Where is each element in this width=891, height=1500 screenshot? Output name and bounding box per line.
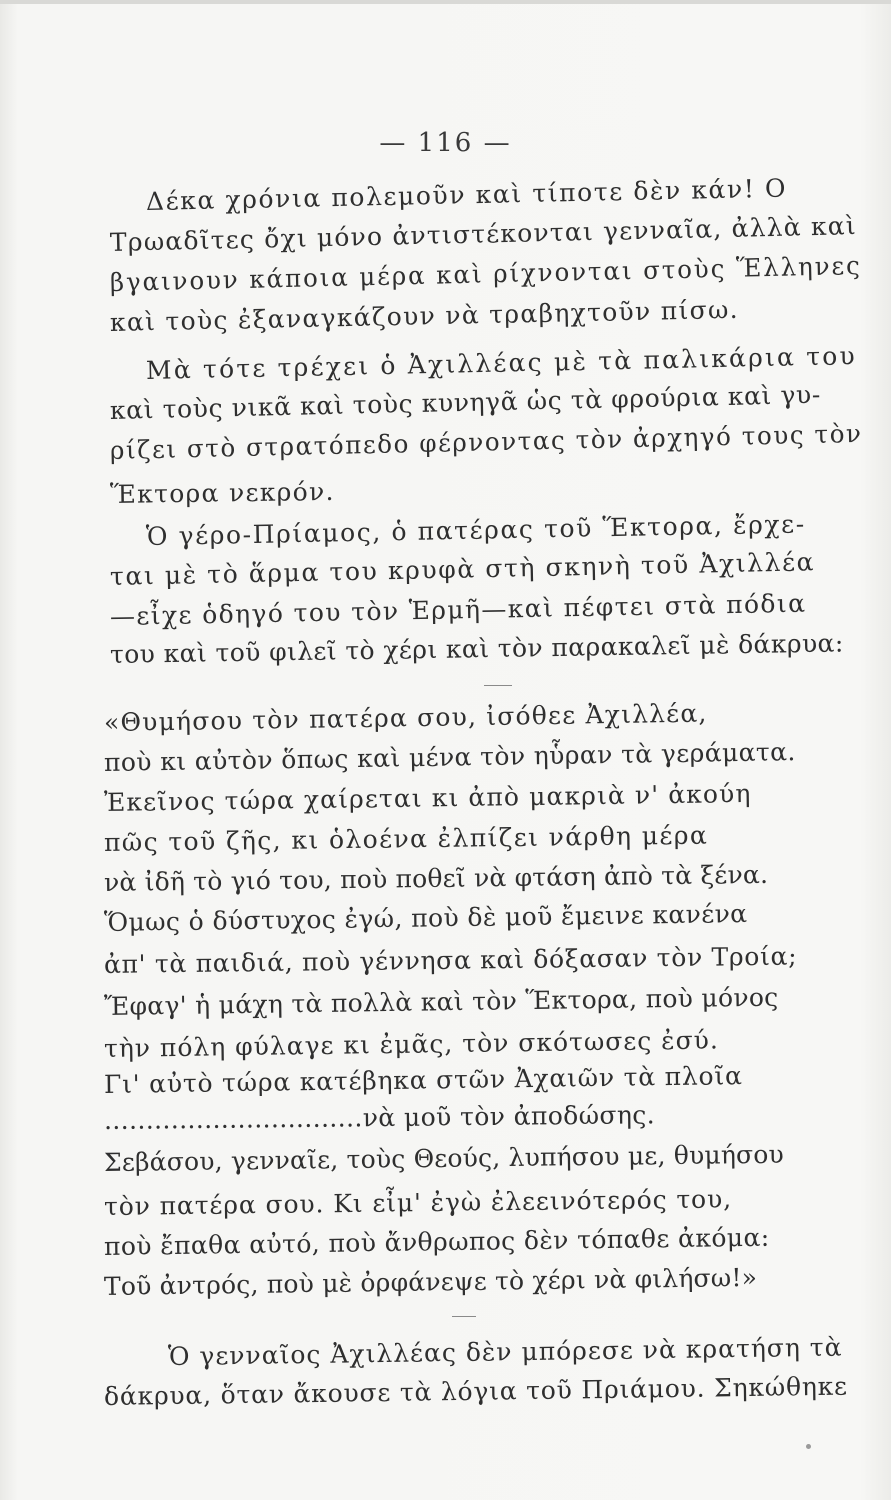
verse-line: «Θυμήσου τὸν πατέρα σου, ἰσόθεε Ἀχιλλέα, bbox=[103, 698, 708, 737]
text-line: Μὰ τότε τρέχει ὁ Ἀχιλλέας μὲ τὰ παλικάρια του bbox=[145, 341, 858, 385]
verse-line: ἀπ' τὰ παιδιά, ποὺ γέννησα καὶ δόξασαν τὸν Τροία; bbox=[103, 941, 798, 979]
text-line: του καὶ τοῦ φιλεῖ τὸ χέρι καὶ τὸν παρακαλεῖ μὲ δάκρυα: bbox=[109, 628, 844, 669]
verse-line: νὰ ἰδῆ τὸ γιό του, ποὺ ποθεῖ νὰ φτάση ἀπὸ τὰ ξένα. bbox=[103, 859, 769, 897]
verse-line: Γι' αὐτὸ τώρα κατέβηκα στῶν Ἀχαιῶν τὰ πλοῖα bbox=[103, 1061, 743, 1099]
text-line: —εἶχε ὁδηγό του τὸν Ἑρμῆ—καὶ πέφτει στὰ πόδια bbox=[109, 588, 807, 631]
text-line: Ἕκτορα νεκρόν. bbox=[109, 476, 335, 509]
text-line: Ὁ γενναῖος Ἀχιλλέας δὲν μπόρεσε νὰ κρατήση τὰ bbox=[167, 1332, 843, 1371]
text-line: καὶ τοὺς νικᾶ καὶ τοὺς κυνηγᾶ ὡς τὰ φρούρια καὶ γυ- bbox=[109, 379, 822, 425]
verse-line: Ἔφαγ' ἡ μάχη τὰ πολλὰ καὶ τὸν Ἕκτορα, ποὺ μόνος bbox=[103, 982, 779, 1021]
verse-line: Ἐκεῖνος τώρα χαίρεται κι ἀπὸ μακριὰ ν' ἀκούη bbox=[103, 778, 752, 817]
text-line: καὶ τοὺς ἐξαναγκάζουν νὰ τραβηχτοῦν πίσω. bbox=[109, 294, 740, 337]
text-line: Τρωαδῖτες ὄχι μόνο ἀντιστέκονται γενναῖα, ἀλλὰ καὶ bbox=[109, 211, 858, 257]
section-divider bbox=[452, 1316, 476, 1317]
verse-line: Ὅμως ὁ δύστυχος ἐγώ, ποὺ δὲ μοῦ ἔμεινε κανένα bbox=[103, 899, 748, 937]
verse-line: Σεβάσου, γενναῖε, τοὺς Θεούς, λυπήσου με, θυμήσου bbox=[103, 1139, 785, 1177]
text-line: βγαινουν κάποια μέρα καὶ ρίχνονται στοὺς Ἕλληνες bbox=[109, 250, 863, 297]
verse-line: ποὺ κι αὐτὸν ὅπως καὶ μένα τὸν ηὗραν τὰ γεράματα. bbox=[103, 737, 796, 777]
ink-speck bbox=[806, 1444, 811, 1449]
verse-line: τὴν πόλη φύλαγε κι ἐμᾶς, τὸν σκότωσες ἐσύ. bbox=[103, 1025, 720, 1063]
page-number: — 116 — bbox=[379, 128, 512, 158]
text-line: ρίζει στὸ στρατόπεδο φέρνοντας τὸν ἀρχηγό τους τὸν bbox=[109, 418, 863, 465]
verse-line: Τοῦ ἀντρός, ποὺ μὲ ὀρφάνεψε τὸ χέρι νὰ φιλήσω!» bbox=[103, 1262, 758, 1301]
text-line: δάκρυα, ὅταν ἄκουσε τὰ λόγια τοῦ Πριάμου. Σηκώθηκε bbox=[103, 1371, 848, 1411]
text-line: Ὁ γέρο-Πρίαμος, ὁ πατέρας τοῦ Ἕκτορα, ἔρχε- bbox=[145, 509, 807, 551]
text-line: Δέκα χρόνια πολεμοῦν καὶ τίποτε δὲν κάν! Ο bbox=[145, 173, 788, 216]
page-top-edge bbox=[0, 0, 891, 4]
verse-line: ...............................νὰ μοῦ τὸν ἀποδώσης. bbox=[103, 1100, 656, 1135]
verse-line: ποὺ ἔπαθα αὐτό, ποὺ ἄνθρωπος δὲν τόπαθε ἀκόμα: bbox=[103, 1222, 770, 1261]
verse-line: πῶς τοῦ ζῆς, κι ὁλοένα ἐλπίζει νάρθη μέρα bbox=[103, 820, 709, 857]
verse-line: τὸν πατέρα σου. Κι εἶμ' ἐγὼ ἐλεεινότερός του, bbox=[103, 1184, 733, 1221]
text-line: ται μὲ τὸ ἅρμα του κρυφὰ στὴ σκηνὴ τοῦ Ἀχιλλέα bbox=[109, 547, 816, 591]
section-divider bbox=[484, 685, 512, 686]
